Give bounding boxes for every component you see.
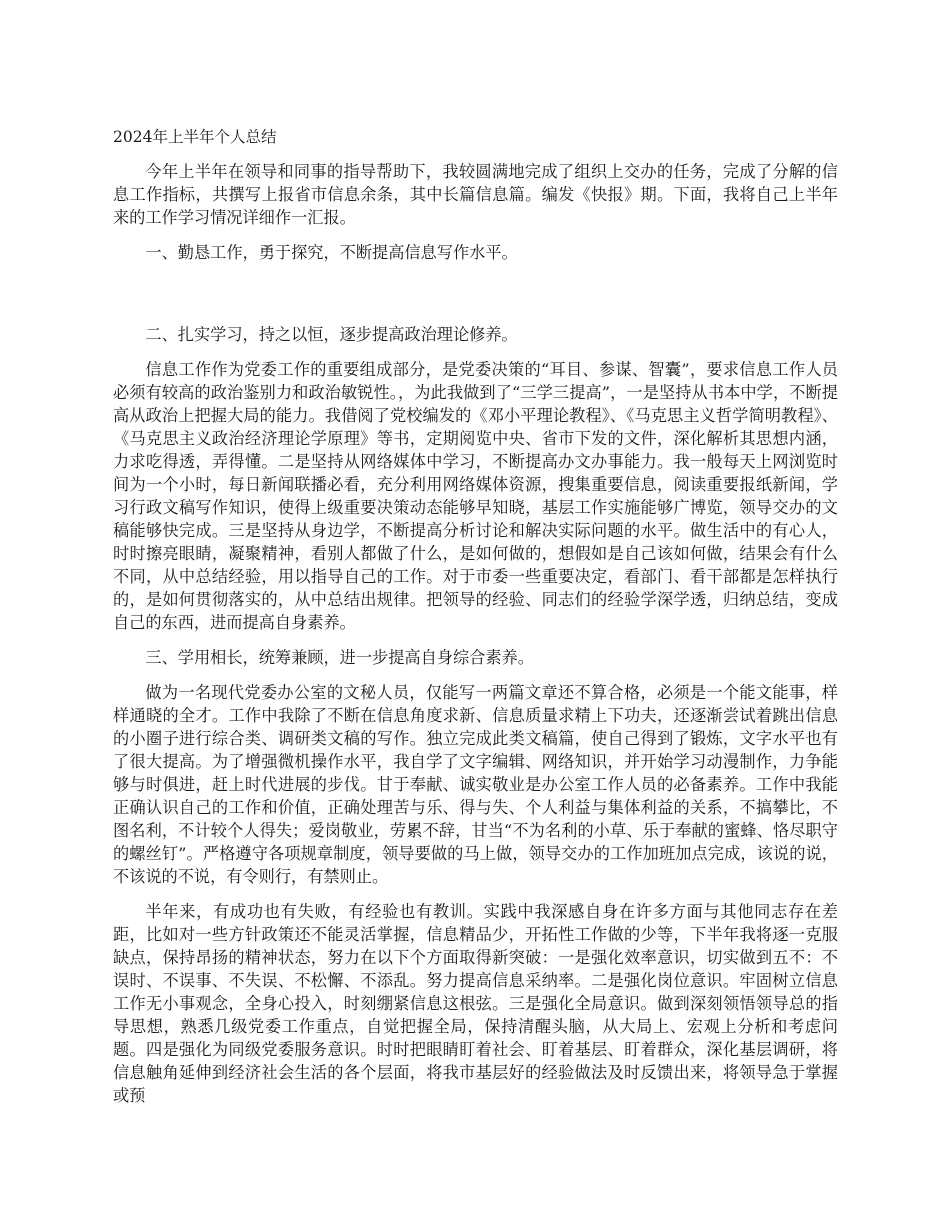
section-heading-1: 一、勤恳工作，勇于探究，不断提高信息写作水平。: [145, 243, 518, 262]
section-heading-3: 三、学用相长，统筹兼顾，进一步提高自身综合素养。: [145, 648, 534, 667]
study-paragraph: 信息工作作为党委工作的重要组成部分，是党委决策的“耳目、参谋、智囊”，要求信息工作人员必须有较高的政治鉴别力和政治敏锐性。，为此我做到了“三学三提高”，一是坚持从书本中学，不断提高从政治上把握大局的能力。我借阅了党校编发的《邓小平理论教程》、《马克思主义哲学简明教程》、《马克思主义政治经济理论学原理》等书，定期阅览中央、省市下发的文件，深化解析其思想内涵，力求吃得透，弄得懂。二是坚持从网络媒体中学习，不断提高办文办事能力。我一般每天上网浏览时间为一个小时，每日新闻联播必看，充分利用网络媒体资源，搜集重要信息，阅读重要报纸新闻，学习行政文稿写作知识，使得上级重要决策动态能够早知晓，基层工作实施能够广博览，领导交办的文稿能够快完成。三是坚持从身边学，不断提高分析讨论和解决实际问题的水平。做生活中的有心人，时时擦亮眼睛，凝聚精神，看别人都做了什么，是如何做的，想假如是自己该如何做，结果会有什么不同，从中总结经验，用以指导自己的工作。对于市委一些重要决定，看部门、看干部都是怎样执行的，是如何贯彻落实的，从中总结出规律。把领导的经验、同志们的经验学深学透，归纳总结，变成自己的东西，进而提高自身素养。: [113, 360, 838, 632]
intro-paragraph: 今年上半年在领导和同事的指导帮助下，我较圆满地完成了组织上交办的任务，完成了分解的信息工作指标，共撰写上报省市信息余条，其中长篇信息篇。编发《快报》期。下面，我将自己上半年来的工作学习情况详细作一汇报。: [113, 162, 838, 227]
document-body: [113, 160, 838, 1119]
summary-paragraph: 半年来，有成功也有失败，有经验也有教训。实践中我深感自身在许多方面与其他同志存在差距，比如对一些方针政策还不能灵活掌握，信息精品少，开拓性工作做的少等，下半年我将逐一克服缺点，保持昂扬的精神状态，努力在以下个方面取得新突破：一是强化效率意识，切实做到五不：不误时、不误事、不失误、不松懈、不添乱。努力提高信息采纳率。二是强化岗位意识。牢固树立信息工作无小事观念，全身心投入，时刻绷紧信息这根弦。三是强化全局意识。做到深刻领悟领导总的指导思想，熟悉几级党委工作重点，自觉把握全局，保持清醒头脑，从大局上、宏观上分析和考虑问题。四是强化为同级党委服务意识。时时把眼睛盯着社会、盯着基层、盯着群众，深化基层调研，将信息触角延伸到经济社会生活的各个层面，将我市基层好的经验做法及时反馈出来，将领导急于掌握或预: [113, 902, 838, 1105]
skills-paragraph: 做为一名现代党委办公室的文秘人员，仅能写一两篇文章还不算合格，必须是一个能文能事，样样通晓的全才。工作中我除了不断在信息角度求新、信息质量求精上下功夫，还逐渐尝试着跳出信息的小圈子进行综合类、调研类文稿的写作。独立完成此类文稿篇，使自己得到了锻炼，文字水平也有了很大提高。为了增强微机操作水平，我自学了文字编辑、网络知识，并开始学习动漫制作，力争能够与时俱进，赶上时代进展的步伐。甘于奉献、诚实敬业是办公室工作人员的必备素养。工作中我能正确认识自己的工作和价值，正确处理苦与乐、得与失、个人利益与集体利益的关系，不搞攀比，不图名利，不计较个人得失；爱岗敬业，劳累不辞，甘当“不为名利的小草、乐于奉献的蜜蜂、恪尽职守的螺丝钉”。严格遵守各项规章制度，领导要做的马上做，领导交办的工作加班加点完成，该说的说，不该说的不说，有令则行，有禁则止。: [113, 683, 838, 886]
section-heading-2: 二、扎实学习，持之以恒，逐步提高政治理论修养。: [145, 325, 518, 344]
document-title: 2024年上半年个人总结: [113, 128, 277, 146]
